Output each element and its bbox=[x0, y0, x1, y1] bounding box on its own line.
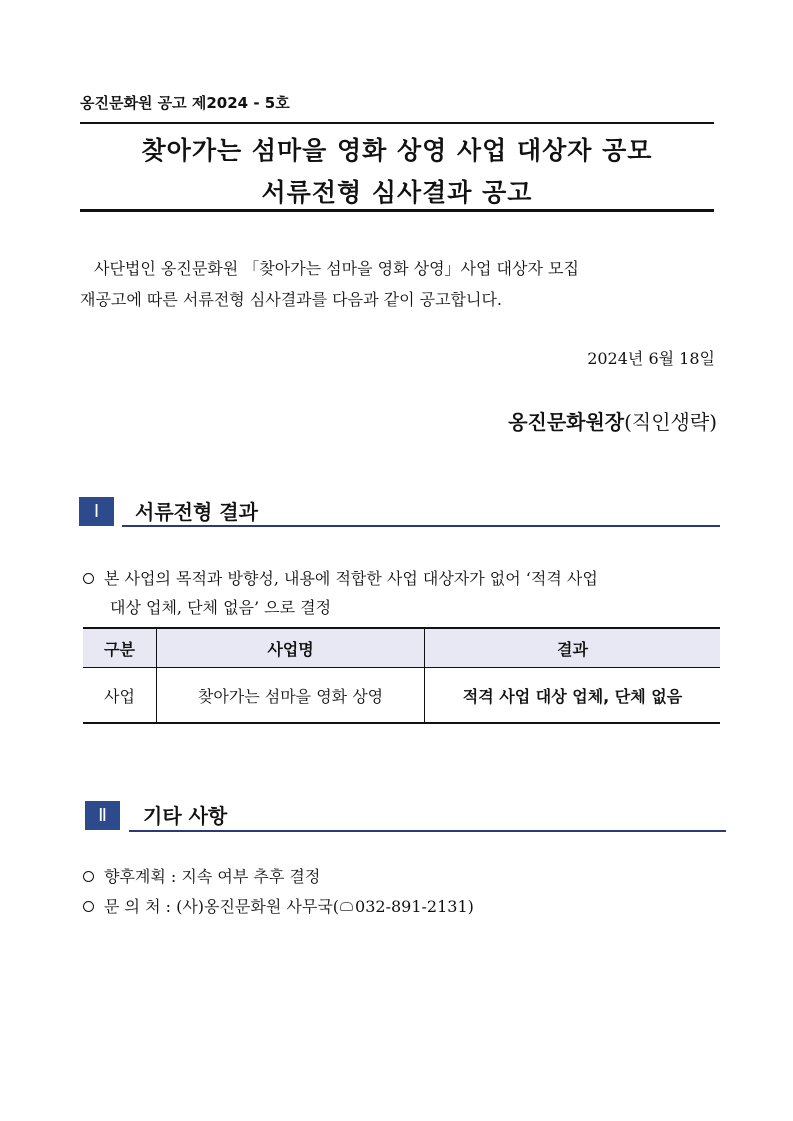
title-bottom-rule bbox=[80, 209, 714, 212]
contact-item-text: 문 의 처 : (사)옹진문화원 사무국( bbox=[104, 897, 340, 916]
signer-name: 옹진문화원장 bbox=[508, 410, 625, 434]
title-top-rule bbox=[80, 122, 714, 124]
telephone-icon bbox=[340, 902, 353, 911]
result-table bbox=[83, 627, 720, 724]
intro-paragraph bbox=[80, 253, 716, 315]
intro-line1-text: 사단법인 옹진문화원 「찾아가는 섬마을 영화 상영」사업 대상자 모집 bbox=[94, 259, 579, 278]
section1-bullet-line1: 본 사업의 목적과 방향성, 내용에 적합한 사업 대상자가 없어 ‘적격 사업 bbox=[104, 569, 598, 588]
notice-date: 2024년 6월 18일 bbox=[587, 349, 715, 368]
plan-item-text: 향후계획 : 지속 여부 추후 결정 bbox=[104, 867, 321, 886]
table-cell-result: 적격 사업 대상 업체, 단체 없음 bbox=[425, 668, 721, 724]
section2-list bbox=[83, 862, 723, 922]
table-header-result: 결과 bbox=[425, 628, 721, 668]
section1-number-badge: Ⅰ bbox=[79, 497, 114, 526]
intro-line2: 재공고에 따른 서류전형 심사결과를 다음과 같이 공고합니다. bbox=[80, 290, 503, 309]
circle-bullet-icon bbox=[83, 871, 94, 882]
section1-title: 서류전형 결과 bbox=[135, 500, 258, 524]
table-row bbox=[83, 668, 720, 724]
intro-line1 bbox=[80, 253, 716, 284]
contact-phone-number: 032-891-2131) bbox=[355, 897, 474, 916]
section1-rule bbox=[122, 525, 720, 527]
table-cell-category: 사업 bbox=[83, 668, 157, 724]
section1-bullet-line2: 대상 업체, 단체 없음’ 으로 결정 bbox=[110, 598, 332, 617]
list-item bbox=[83, 862, 723, 892]
table-header-project: 사업명 bbox=[157, 628, 425, 668]
section1-bullet bbox=[83, 564, 723, 622]
circle-bullet-icon bbox=[83, 573, 94, 584]
section2-number-badge: Ⅱ bbox=[85, 801, 120, 830]
list-item bbox=[83, 892, 723, 922]
table-cell-project: 찾아가는 섬마을 영화 상영 bbox=[157, 668, 425, 724]
document-title-line2: 서류전형 심사결과 공고 bbox=[261, 178, 533, 207]
document-title-line1: 찾아가는 섬마을 영화 상영 사업 대상자 공모 bbox=[141, 136, 653, 165]
section2-rule bbox=[129, 830, 726, 832]
section2-title: 기타 사항 bbox=[143, 804, 228, 828]
signer bbox=[508, 406, 717, 435]
seal-note: (직인생략) bbox=[624, 410, 717, 434]
table-header-category: 구분 bbox=[83, 628, 157, 668]
circle-bullet-icon bbox=[83, 901, 94, 912]
table-header-row bbox=[83, 628, 720, 668]
notice-number: 옹진문화원 공고 제2024 - 5호 bbox=[80, 94, 290, 112]
